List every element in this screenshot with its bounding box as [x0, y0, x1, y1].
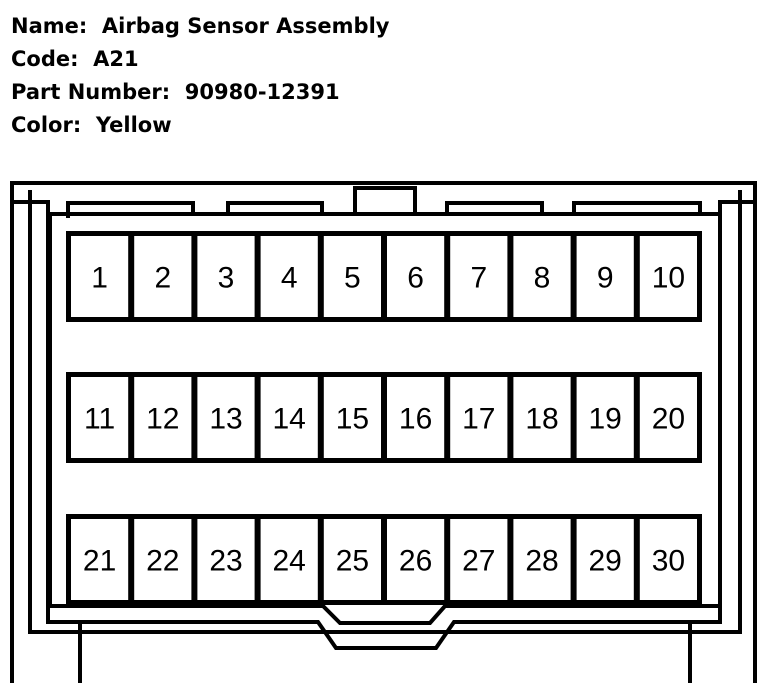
pin-rows — [66, 231, 702, 605]
pin-cavity-1 — [71, 236, 128, 317]
pin-cavity-8 — [513, 236, 570, 317]
pin-number: 15 — [335, 402, 370, 436]
pin-cavity-18 — [513, 377, 570, 458]
pin-number: 6 — [407, 261, 424, 295]
pin-cavity-28 — [513, 519, 570, 600]
pin-cavity-14 — [261, 377, 318, 458]
pin-number: 24 — [272, 544, 306, 578]
part-number-label: Part Number: — [11, 80, 171, 104]
pin-cavity-20 — [640, 377, 697, 458]
bottom-keyway — [50, 622, 720, 648]
pin-cavity-29 — [577, 519, 634, 600]
pin-cavity-27 — [450, 519, 507, 600]
pin-cavity-7 — [450, 236, 507, 317]
pin-cavity-12 — [134, 377, 191, 458]
pin-number: 11 — [84, 402, 116, 436]
pin-number: 14 — [272, 402, 306, 436]
pin-number: 7 — [470, 261, 488, 295]
pin-number: 26 — [398, 544, 433, 578]
code-label: Code: — [11, 47, 79, 71]
pin-number: 4 — [280, 261, 298, 295]
pin-row-3 — [66, 514, 702, 605]
pin-cavity-16 — [387, 377, 444, 458]
color-label: Color: — [11, 113, 82, 137]
pin-cavity-30 — [640, 519, 697, 600]
pin-number: 8 — [533, 261, 551, 295]
pin-cavity-24 — [261, 519, 318, 600]
pin-number: 21 — [82, 544, 117, 578]
pin-number: 13 — [209, 402, 243, 436]
pin-cavity-19 — [577, 377, 634, 458]
pin-number: 23 — [209, 544, 243, 578]
pin-cavity-3 — [197, 236, 254, 317]
name-value: Airbag Sensor Assembly — [101, 14, 390, 38]
pin-row-2 — [66, 372, 702, 463]
pin-number: 12 — [146, 402, 180, 436]
pin-cavity-13 — [197, 377, 254, 458]
pin-number: 29 — [588, 544, 622, 578]
pin-number: 10 — [651, 261, 686, 295]
pin-number: 20 — [651, 402, 686, 436]
pin-cavity-17 — [450, 377, 507, 458]
pin-number: 22 — [146, 544, 180, 578]
pin-number: 18 — [525, 402, 559, 436]
pin-cavity-22 — [134, 519, 191, 600]
pin-number: 17 — [462, 402, 496, 436]
pin-number: 3 — [217, 261, 235, 295]
pin-cavity-15 — [324, 377, 381, 458]
color-value: Yellow — [95, 113, 172, 137]
pin-number: 16 — [398, 402, 433, 436]
pin-cavity-25 — [324, 519, 381, 600]
pin-number: 2 — [154, 261, 172, 295]
pin-cavity-9 — [577, 236, 634, 317]
pin-cavity-26 — [387, 519, 444, 600]
pin-row-1 — [66, 231, 702, 322]
part-number-value: 90980-12391 — [184, 80, 340, 104]
pin-cavity-4 — [261, 236, 318, 317]
pin-number: 19 — [588, 402, 622, 436]
pin-cavity-23 — [197, 519, 254, 600]
pin-number: 30 — [651, 544, 686, 578]
pin-number: 1 — [91, 261, 108, 295]
pin-cavity-2 — [134, 236, 191, 317]
pin-cavity-21 — [71, 519, 128, 600]
code-value: A21 — [93, 47, 139, 71]
pin-number: 27 — [462, 544, 496, 578]
pin-cavity-11 — [71, 377, 128, 458]
name-label: Name: — [11, 14, 88, 38]
pin-cavity-6 — [387, 236, 444, 317]
pin-number: 25 — [335, 544, 370, 578]
pin-number: 28 — [525, 544, 559, 578]
pin-cavity-5 — [324, 236, 381, 317]
top-key — [355, 188, 415, 214]
pin-number: 5 — [344, 261, 361, 295]
pin-number: 9 — [596, 261, 614, 295]
pin-cavity-10 — [640, 236, 697, 317]
